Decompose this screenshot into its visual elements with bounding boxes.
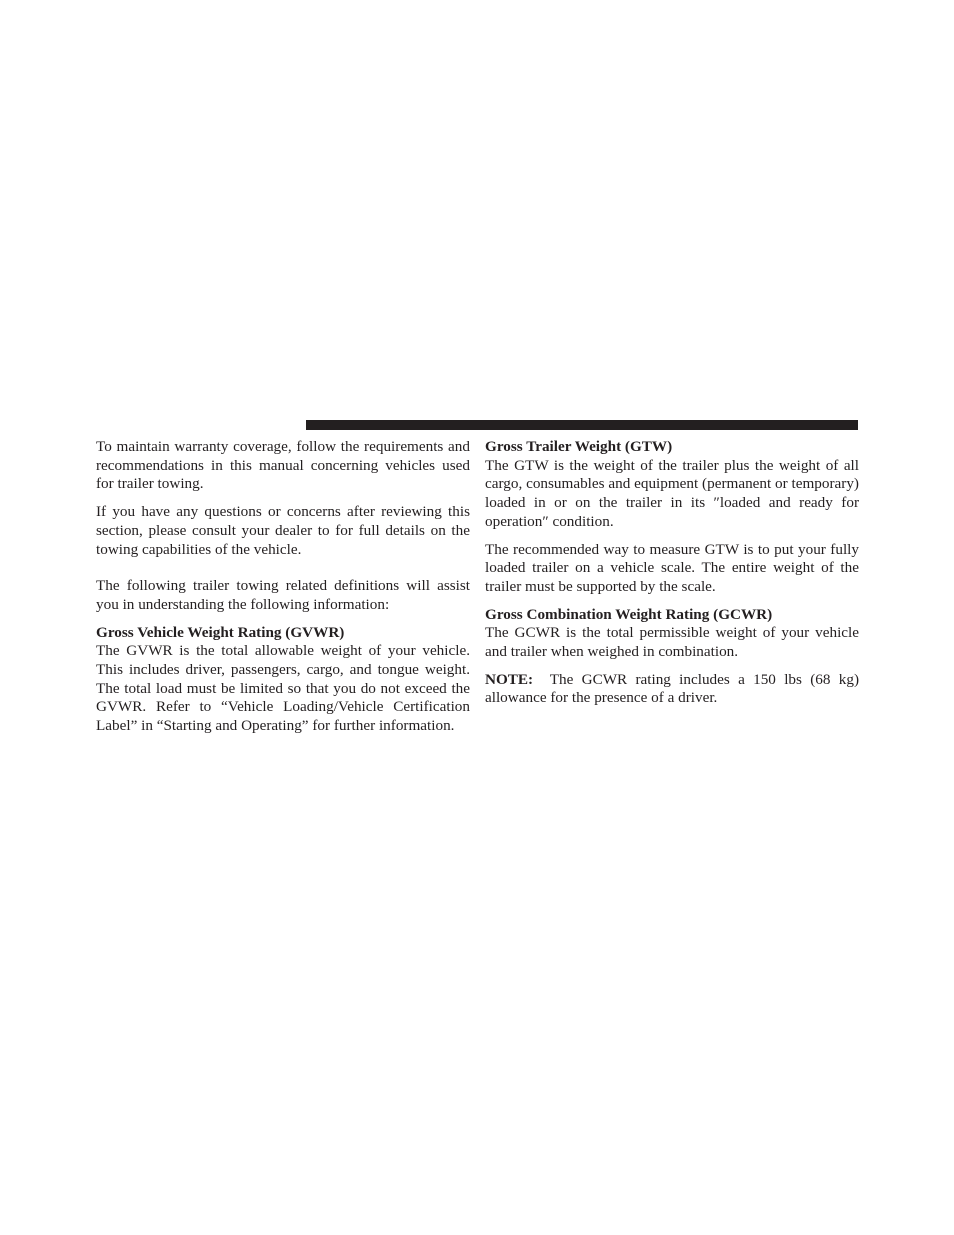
gvwr-heading: Gross Vehicle Weight Rating (GVWR) xyxy=(96,623,345,641)
right-column xyxy=(485,438,859,717)
dealer-paragraph: If you have any questions or concerns after reviewing this section, please consult your dealer to for full details on the towing capabilities of the vehicle. xyxy=(96,503,470,558)
gvwr-paragraph: The GVWR is the total allowable weight of your vehicle. This includes driver, passengers, cargo, and tongue weight. The total load must be limited so that you do not exceed the GVWR. Refer to “Vehicle Loading/Vehicle Certification Label” in “Starting and Operating” for further information. xyxy=(96,642,470,735)
gtw-measure-paragraph: The recommended way to measure GTW is to put your fully loaded trailer on a vehicle scale. The entire weight of the trailer must be supported by the scale. xyxy=(485,540,859,595)
left-column xyxy=(96,438,470,745)
warranty-paragraph: To maintain warranty coverage, follow the requirements and recommendations in this manual concerning vehicles used for trailer towing. xyxy=(96,438,470,493)
gtw-heading: Gross Trailer Weight (GTW) xyxy=(485,438,673,455)
note-label: NOTE: xyxy=(485,670,534,688)
gcwr-heading: Gross Combination Weight Rating (GCWR) xyxy=(485,605,773,623)
note-paragraph xyxy=(485,671,859,708)
note-text: The GCWR rating includes a 150 lbs (68 kg) allowance for the presence of a driver. xyxy=(485,670,860,707)
section-header-bar xyxy=(306,420,858,430)
definitions-intro-paragraph: The following trailer towing related definitions will assist you in understanding the following information: xyxy=(96,577,470,613)
gtw-paragraph: The GTW is the weight of the trailer plus the weight of all cargo, consumables and equipment (permanent or temporary) loaded in or on the trailer in its ″loaded and ready for operation″ condition. xyxy=(485,456,859,530)
gcwr-paragraph: The GCWR is the total permissible weight of your vehicle and trailer when weighed in combination. xyxy=(485,624,859,661)
